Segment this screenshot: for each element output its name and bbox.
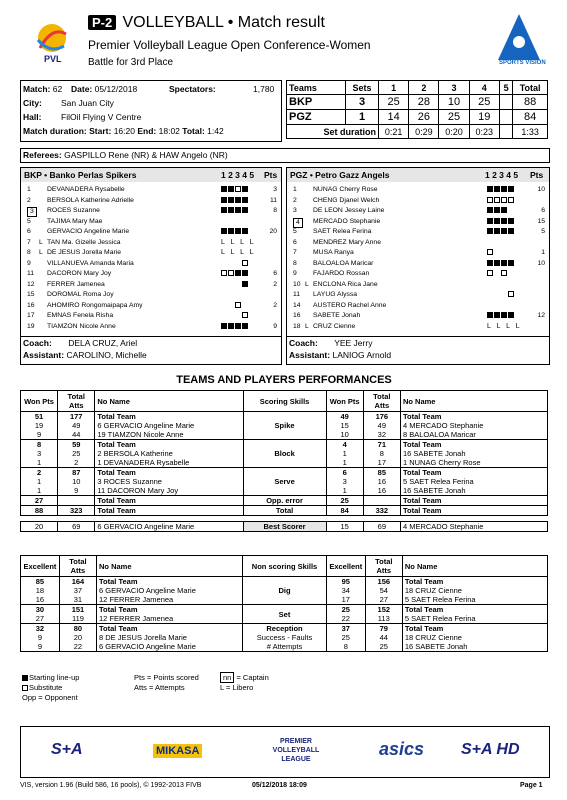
starting-square xyxy=(221,197,227,203)
set-participation xyxy=(221,301,242,312)
player-name: DE LEON Jessey Laine xyxy=(313,207,385,214)
starting-square xyxy=(494,260,500,266)
team-b-player-row xyxy=(287,196,549,207)
perf-row: 51 177 Total Team Spike 49 176 Total Team xyxy=(21,412,548,422)
starting-square xyxy=(242,270,248,276)
perf-row: 1 10 3 ROCES Suzanne 3 16 5 SAET Relea Ferina xyxy=(21,477,548,486)
set-participation: L L L L xyxy=(487,322,522,330)
starting-square xyxy=(487,228,493,234)
player-points: 12 xyxy=(537,312,545,319)
player-points: 2 xyxy=(273,301,277,309)
score-table: Teams Sets 1 2 3 4 5 Total BKP 3 25 28 10 25 88 PGZ 1 14 26 25 19 84 Set duration 0:21 0:29 0:20 0:23 1:33 xyxy=(286,80,548,140)
set-participation: L L L L xyxy=(221,249,256,256)
team-a-player-row xyxy=(21,311,281,322)
team-b-player-row xyxy=(287,238,549,249)
substitute-square xyxy=(494,197,500,203)
player-points: 6 xyxy=(273,270,277,277)
team-a-player-row xyxy=(21,196,281,207)
player-name: ENCLONA Rica Jane xyxy=(313,280,378,288)
player-number: 19 xyxy=(27,322,35,330)
player-name: MERCADO Stephanie xyxy=(313,217,381,225)
player-points: 9 xyxy=(273,322,277,330)
player-name: CRUZ Cienne xyxy=(313,322,356,330)
libero-marker: L xyxy=(305,280,309,288)
starting-square xyxy=(508,228,514,234)
starting-square xyxy=(494,207,500,213)
match-number: 62 xyxy=(52,84,63,94)
player-points: 20 xyxy=(269,228,277,235)
set-participation xyxy=(487,259,515,270)
player-number: 9 xyxy=(293,270,297,277)
starting-square xyxy=(242,207,248,213)
substitute-square xyxy=(501,197,507,203)
team-b-coach: YEE Jerry xyxy=(334,338,373,348)
title-row xyxy=(88,14,325,32)
player-number: 17 xyxy=(27,312,35,319)
player-number: 6 xyxy=(293,238,297,246)
match-date: 05/12/2018 xyxy=(94,84,138,94)
starting-square xyxy=(501,312,507,318)
team-b-roster: PGZ • Petro Gazz Angels 1 2 3 4 5 Pts 1 NUNAG Cherry Rose 10 2 CHENG Djanel Welch 3 DE LEON Jessey Laine 6 4 MERCADO Stephanie 15 5 SAET Relea Ferina 5 6 MENDREZ Mary Anne 7 MUSA Ranya 1 8 BALOALOA Maricar 10 9 FAJARDO Rossan 10 L ENCLONA Rica Jane 11 LAYUG Alyssa 14 AUSTERO Rachel Anne 16 SABETE Jonah 12 18 L CRUZ Cienne L L L L Coach: YEE Jerry Assistant: LANIOG Arnold xyxy=(286,167,550,365)
sports-action-hd-logo: S+A HD xyxy=(461,741,520,758)
starting-square xyxy=(242,197,248,203)
team-b-player-row xyxy=(287,259,549,270)
team-a-player-row xyxy=(21,259,281,270)
set-participation xyxy=(487,185,515,196)
starting-square xyxy=(501,186,507,192)
starting-square xyxy=(228,323,234,329)
report-code-badge: P-2 xyxy=(88,15,116,30)
skill-label: Block xyxy=(243,440,326,468)
substitute-square xyxy=(487,249,493,255)
player-name: MENDREZ Mary Anne xyxy=(313,238,381,246)
perf-header-row xyxy=(21,391,548,412)
team-b-player-row xyxy=(287,322,549,333)
player-name: TAJIMA Mary Mae xyxy=(47,217,103,225)
best-scorer-row: 20 69 6 GERVACIO Angeline Marie Best Scorer 15 69 4 MERCADO Stephanie xyxy=(21,522,548,532)
set-participation xyxy=(487,206,515,217)
player-name: AHOMIRO Rongomaipapa Amy xyxy=(47,301,143,309)
player-points: 15 xyxy=(537,217,545,225)
team-a-roster: BKP • Banko Perlas Spikers 1 2 3 4 5 Pts 1 DEVANADERA Rysabelle 3 2 BERSOLA Katherine Adrielle 11 3 ROCES Suzanne 8 5 TAJIMA Mary Mae 6 GERVACIO Angeline Marie 20 7 L TAN Ma. Gizelle Jessica L L L L 8 L DE JESUS Jorella Marie L L L L 9 VILLANUEVA Amanda Maria 11 DACORON Mary Joy 6 12 FERRER Jamenea 2 15 DOROMAL Roma Joy 16 AHOMIRO Rongomaipapa Amy 2 17 EMNAS Fenela Risha 19 TIAMZON Nicole Anne 9 Coach: DELA CRUZ, Ariel Assistant: CAROLINO, Michelle xyxy=(20,167,282,365)
starting-square xyxy=(221,323,227,329)
player-number: 2 xyxy=(293,196,297,204)
player-name: AUSTERO Rachel Anne xyxy=(313,301,387,309)
performance-title: TEAMS AND PLAYERS PERFORMANCES xyxy=(176,374,392,386)
starting-square xyxy=(487,218,493,224)
starting-square xyxy=(487,312,493,318)
starting-square xyxy=(235,228,241,234)
player-number: 4 xyxy=(293,218,303,228)
starting-square xyxy=(494,218,500,224)
starting-square xyxy=(501,228,507,234)
player-number: 1 xyxy=(293,186,297,193)
set-participation xyxy=(487,311,515,322)
legend: Starting line-up Substitute Opp = Opponent Pts = Points scored Atts = Attempts nn = Captain L = Libero xyxy=(22,673,269,702)
player-name: FAJARDO Rossan xyxy=(313,270,370,277)
perf-header-cell: Non scoring Skills xyxy=(243,556,327,577)
team-b-player-row xyxy=(287,227,549,238)
player-name: DOROMAL Roma Joy xyxy=(47,291,114,298)
perf-row: 88 323 Total Team Total 84 332 Total Team xyxy=(21,506,548,516)
set-participation xyxy=(221,322,249,333)
perf-row: 2 87 Total Team Serve 6 85 Total Team xyxy=(21,468,548,478)
player-points: 5 xyxy=(541,228,545,235)
team-b-player-row xyxy=(287,206,549,217)
starting-square xyxy=(508,260,514,266)
perf-row: 32 80 Total Team Reception Success - Faults # Attempts 37 79 Total Team xyxy=(21,624,548,634)
set-participation xyxy=(221,311,249,322)
team-b-player-row xyxy=(287,217,549,228)
set-participation xyxy=(221,269,249,280)
player-name: DE JESUS Jorella Marie xyxy=(47,249,122,256)
team-a-player-row xyxy=(21,227,281,238)
player-number: 6 xyxy=(27,228,31,235)
player-number: 16 xyxy=(27,301,35,309)
player-name: SABETE Jonah xyxy=(313,312,361,319)
player-points: 2 xyxy=(273,280,277,288)
player-points: 6 xyxy=(541,207,545,214)
perf-row: 9 20 8 DE JESUS Jorella Marie 25 44 18 CRUZ Cienne xyxy=(21,633,548,642)
player-number: 7 xyxy=(27,238,31,246)
perf-header-cell: Won Pts xyxy=(326,391,363,412)
perf-row: 9 22 6 GERVACIO Angeline Marie 8 25 16 SABETE Jonah xyxy=(21,642,548,652)
starting-square xyxy=(235,270,241,276)
perf-header-cell: Excellent xyxy=(326,556,365,577)
pvl-sponsor-logo: PREMIER VOLLEYBALL LEAGUE xyxy=(272,738,320,763)
player-number: 16 xyxy=(293,312,301,319)
player-number: 2 xyxy=(27,196,31,204)
referees-names: GASPILLO Rene (NR) & HAW Angelo (NR) xyxy=(64,150,228,160)
starting-square xyxy=(242,186,248,192)
hall: FilOil Flying V Centre xyxy=(61,112,142,122)
player-name: MUSA Ranya xyxy=(313,249,354,256)
player-name: LAYUG Alyssa xyxy=(313,291,358,298)
perf-row: 3 25 2 BERSOLA Katherine 1 8 16 SABETE Jonah xyxy=(21,449,548,458)
sports-vision-logo xyxy=(496,12,546,70)
perf-row: 19 49 6 GERVACIO Angeline Marie 15 49 4 MERCADO Stephanie xyxy=(21,421,548,430)
perf-header-row xyxy=(21,556,548,577)
player-name: BERSOLA Katherine Adrielle xyxy=(47,196,134,204)
mikasa-logo: MIKASA xyxy=(153,744,202,758)
player-number: 18 xyxy=(293,322,301,330)
page-title: VOLLEYBALL • Match result xyxy=(122,14,325,31)
starting-square xyxy=(494,228,500,234)
set-participation xyxy=(487,290,515,301)
scoring-skills-table xyxy=(20,390,548,532)
team-b-player-row xyxy=(287,269,549,280)
sports-action-logo: S+A xyxy=(51,741,83,758)
player-number: 14 xyxy=(293,301,301,309)
score-row-pgz: PGZ 1 14 26 25 19 84 xyxy=(287,110,548,125)
set-participation: L L L L xyxy=(221,238,256,246)
player-points: 3 xyxy=(273,186,277,193)
player-name: GERVACIO Angeline Marie xyxy=(47,228,130,235)
player-number: 5 xyxy=(27,217,31,225)
starting-square xyxy=(235,197,241,203)
perf-row: 8 59 Total Team Block 4 71 Total Team xyxy=(21,440,548,450)
substitute-swatch xyxy=(22,685,28,691)
skill-label: Dig xyxy=(243,577,327,605)
player-points: 1 xyxy=(541,249,545,256)
player-points: 11 xyxy=(269,196,277,204)
skill-label: Opp. error xyxy=(243,496,326,506)
referees-bar: Referees: GASPILLO Rene (NR) & HAW Angelo (NR) xyxy=(20,148,550,163)
team-b-player-row xyxy=(287,185,549,196)
non-scoring-skills-table xyxy=(20,555,548,652)
player-points: 10 xyxy=(537,259,545,267)
substitute-square xyxy=(242,312,248,318)
perf-row: 1 2 1 DEVANADERA Rysabelle 1 17 1 NUNAG Cherry Rose xyxy=(21,458,548,468)
team-a-player-row xyxy=(21,322,281,333)
perf-header-cell: No Name xyxy=(97,556,243,577)
footer-date: 05/12/2018 18:09 xyxy=(252,782,307,789)
sponsor-bar xyxy=(20,726,550,778)
player-number: 3 xyxy=(27,207,37,217)
player-name: SAET Relea Ferina xyxy=(313,228,372,235)
starting-square xyxy=(494,186,500,192)
team-b-player-row xyxy=(287,290,549,301)
player-number: 8 xyxy=(27,249,31,256)
player-number: 1 xyxy=(27,186,31,193)
perf-header-cell: Excellent xyxy=(21,556,60,577)
starting-square xyxy=(501,207,507,213)
team-a-coach: DELA CRUZ, Ariel xyxy=(68,338,138,348)
substitute-square xyxy=(508,197,514,203)
sports-vision-logo-text: SPORTS VISION xyxy=(499,60,546,66)
pvl-logo-text: PVL xyxy=(44,54,62,64)
starting-square xyxy=(494,312,500,318)
player-name: ROCES Suzanne xyxy=(47,207,100,214)
player-number: 11 xyxy=(27,270,35,277)
set-participation xyxy=(487,248,515,259)
substitute-square xyxy=(487,197,493,203)
substitute-square xyxy=(235,302,241,308)
player-name: EMNAS Fenela Risha xyxy=(47,312,114,319)
footer-page: Page 1 xyxy=(520,782,543,789)
pvl-logo xyxy=(28,18,76,70)
spectators-count: 1,780 xyxy=(253,84,275,94)
perf-row: 85 164 Total Team Dig 95 156 Total Team xyxy=(21,577,548,587)
skill-label: Set xyxy=(243,605,327,624)
player-name: BALOALOA Maricar xyxy=(313,259,374,267)
best-scorer-label: Best Scorer xyxy=(243,522,326,532)
team-a-player-row xyxy=(21,280,281,291)
starting-square xyxy=(508,186,514,192)
player-number: 9 xyxy=(27,259,31,267)
player-name: TIAMZON Nicole Anne xyxy=(47,322,116,330)
team-a-player-row xyxy=(21,290,281,301)
player-name: FERRER Jamenea xyxy=(47,280,105,288)
starting-square xyxy=(221,207,227,213)
footer-version: VIS, version 1.96 (Build 586, 16 pools), © 1992-2013 FIVB xyxy=(20,782,202,789)
team-a-player-row xyxy=(21,248,281,259)
team-a-player-row xyxy=(21,217,281,228)
skill-label: Total xyxy=(243,506,326,516)
perf-row: 30 151 Total Team Set 25 152 Total Team xyxy=(21,605,548,615)
starting-square xyxy=(228,207,234,213)
set-duration-row: Set duration 0:21 0:29 0:20 0:23 1:33 xyxy=(287,125,548,139)
skill-label: Reception Success - Faults # Attempts xyxy=(243,624,327,652)
perf-header-cell: Won Pts xyxy=(21,391,58,412)
starting-square xyxy=(501,260,507,266)
score-row-bkp: BKP 3 25 28 10 25 88 xyxy=(287,95,548,110)
substitute-square xyxy=(487,270,493,276)
perf-header-cell: No Name xyxy=(400,391,547,412)
team-b-player-row xyxy=(287,280,549,291)
starting-square xyxy=(508,312,514,318)
player-name: DACORON Mary Joy xyxy=(47,270,112,277)
match-stage: Battle for 3rd Place xyxy=(88,57,174,68)
player-number: 12 xyxy=(27,280,35,288)
set-participation xyxy=(221,185,249,196)
total-time: 1:42 xyxy=(207,126,224,136)
player-name: VILLANUEVA Amanda Maria xyxy=(47,259,134,267)
starting-square xyxy=(242,281,248,287)
player-number: 5 xyxy=(293,228,297,235)
substitute-square xyxy=(235,186,241,192)
starting-square xyxy=(228,228,234,234)
starting-square xyxy=(487,260,493,266)
set-participation xyxy=(487,269,515,280)
starting-square xyxy=(235,207,241,213)
player-name: CHENG Djanel Welch xyxy=(313,196,380,204)
player-number: 7 xyxy=(293,249,297,256)
set-participation xyxy=(221,259,249,270)
team-a-assistant: CAROLINO, Michelle xyxy=(66,350,147,360)
skill-label: Spike xyxy=(243,412,326,440)
team-a-player-row xyxy=(21,238,281,249)
skill-label: Serve xyxy=(243,468,326,496)
perf-header-cell: Total Atts xyxy=(365,556,402,577)
starting-square xyxy=(228,197,234,203)
end-time: 18:02 xyxy=(158,126,180,136)
start-time: 16:20 xyxy=(113,126,135,136)
captain-box: nn xyxy=(220,672,234,683)
perf-header-cell: Scoring Skills xyxy=(243,391,326,412)
perf-row: 27 119 12 FERRER Jamenea 22 113 5 SAET Relea Ferina xyxy=(21,614,548,624)
team-b-player-row xyxy=(287,301,549,312)
player-number: 8 xyxy=(293,259,297,267)
perf-row: 18 37 6 GERVACIO Angeline Marie 34 54 18 CRUZ Cienne xyxy=(21,586,548,595)
set-participation xyxy=(487,217,515,228)
team-b-assistant: LANIOG Arnold xyxy=(332,350,392,360)
team-b-player-row xyxy=(287,311,549,322)
libero-marker: L xyxy=(39,249,43,256)
team-a-player-row xyxy=(21,269,281,280)
starting-square xyxy=(508,218,514,224)
starting-square xyxy=(242,323,248,329)
substitute-square xyxy=(221,270,227,276)
perf-header-cell: No Name xyxy=(95,391,243,412)
starting-square xyxy=(487,207,493,213)
starting-lineup-swatch xyxy=(22,675,28,681)
team-a-player-row xyxy=(21,185,281,196)
starting-square xyxy=(501,218,507,224)
starting-square xyxy=(228,186,234,192)
starting-square xyxy=(487,186,493,192)
set-participation xyxy=(221,206,249,217)
player-name: DEVANADERA Rysabelle xyxy=(47,186,125,193)
substitute-square xyxy=(501,270,507,276)
player-points: 8 xyxy=(273,207,277,214)
set-participation xyxy=(221,196,249,207)
perf-row: 16 31 12 FERRER Jamenea 17 27 5 SAET Relea Ferina xyxy=(21,595,548,605)
footer xyxy=(20,782,548,789)
player-number: 3 xyxy=(293,207,297,214)
team-a-title: BKP • Banko Perlas Spikers xyxy=(24,170,137,180)
perf-row: 9 44 19 TIAMZON Nicole Anne 10 32 8 BALOALOA Maricar xyxy=(21,430,548,440)
substitute-square xyxy=(228,270,234,276)
player-points: 10 xyxy=(537,186,545,193)
match-info-box: Match: 62 Date: 05/12/2018 Spectators: 1,780 City: San Juan City Hall: FilOil Flying V Centre Match duration: Start: 16:20 End: 18:02 Total: 1:42 xyxy=(20,80,282,142)
team-a-player-row xyxy=(21,301,281,312)
libero-marker: L xyxy=(39,238,43,246)
player-number: 10 xyxy=(293,280,301,288)
set-participation xyxy=(487,196,515,207)
player-name: TAN Ma. Gizelle Jessica xyxy=(47,238,121,246)
libero-marker: L xyxy=(305,322,309,330)
starting-square xyxy=(221,228,227,234)
starting-square xyxy=(242,228,248,234)
league-name: Premier Volleyball League Open Conference-Women xyxy=(88,38,371,52)
substitute-square xyxy=(508,291,514,297)
set-participation xyxy=(487,227,515,238)
perf-row: 27 Total Team Opp. error 25 Total Team xyxy=(21,496,548,506)
perf-header-cell: Total Atts xyxy=(363,391,400,412)
perf-header-cell: Total Atts xyxy=(59,556,96,577)
perf-row: 1 9 11 DACORON Mary Joy 1 16 16 SABETE Jonah xyxy=(21,486,548,496)
team-b-player-row xyxy=(287,248,549,259)
team-b-title: PGZ • Petro Gazz Angels xyxy=(290,170,390,180)
asics-logo: asics xyxy=(379,739,425,759)
player-number: 15 xyxy=(27,291,35,298)
set-participation xyxy=(221,227,249,238)
starting-square xyxy=(221,186,227,192)
player-name: NUNAG Cherry Rose xyxy=(313,186,378,193)
set-participation xyxy=(221,280,249,291)
perf-header-cell: Total Atts xyxy=(58,391,95,412)
player-number: 11 xyxy=(293,291,301,298)
perf-header-cell: No Name xyxy=(402,556,547,577)
team-a-player-row xyxy=(21,206,281,217)
starting-square xyxy=(235,323,241,329)
city: San Juan City xyxy=(61,98,114,108)
substitute-square xyxy=(242,260,248,266)
